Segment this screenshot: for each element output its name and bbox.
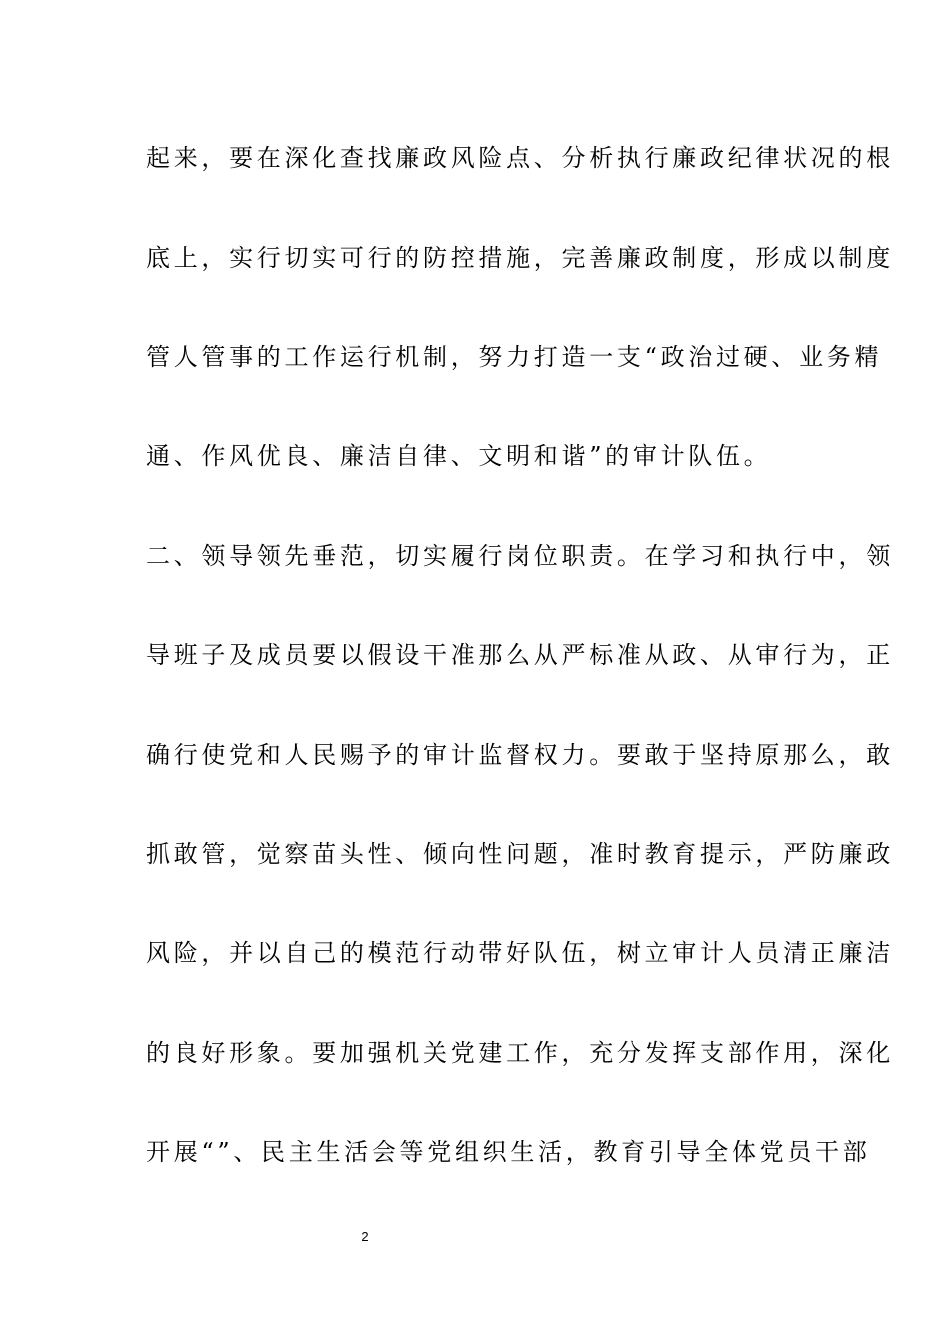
text-line-10: 的良好形象。要加强机关党建工作，充分发挥支部作用，深化 (146, 1039, 894, 1067)
page-number: 2 (361, 1229, 369, 1244)
text-line-6: 导班子及成员要以假设干准那么从严标准从政、从审行为，正 (146, 641, 894, 669)
text-line-11: 开展“”、民主生活会等党组织生活，教育引导全体党员干部 (146, 1138, 871, 1166)
text-line-5: 二、领导领先垂范，切实履行岗位职责。在学习和执行中，领 (146, 542, 894, 570)
text-line-7: 确行使党和人民赐予的审计监督权力。要敢于坚持原那么，敢 (146, 741, 894, 769)
text-line-1: 起来，要在深化查找廉政风险点、分析执行廉政纪律状况的根 (146, 144, 894, 172)
text-line-4: 通、作风优良、廉洁自律、文明和谐”的审计队伍。 (146, 442, 772, 470)
text-line-8: 抓敢管，觉察苗头性、倾向性问题，准时教育提示，严防廉政 (146, 840, 894, 868)
text-line-3: 管人管事的工作运行机制，努力打造一支“政治过硬、业务精 (146, 343, 883, 371)
text-line-2: 底上，实行切实可行的防控措施，完善廉政制度，形成以制度 (146, 244, 894, 272)
text-line-9: 风险，并以自己的模范行动带好队伍，树立审计人员清正廉洁 (146, 939, 894, 967)
